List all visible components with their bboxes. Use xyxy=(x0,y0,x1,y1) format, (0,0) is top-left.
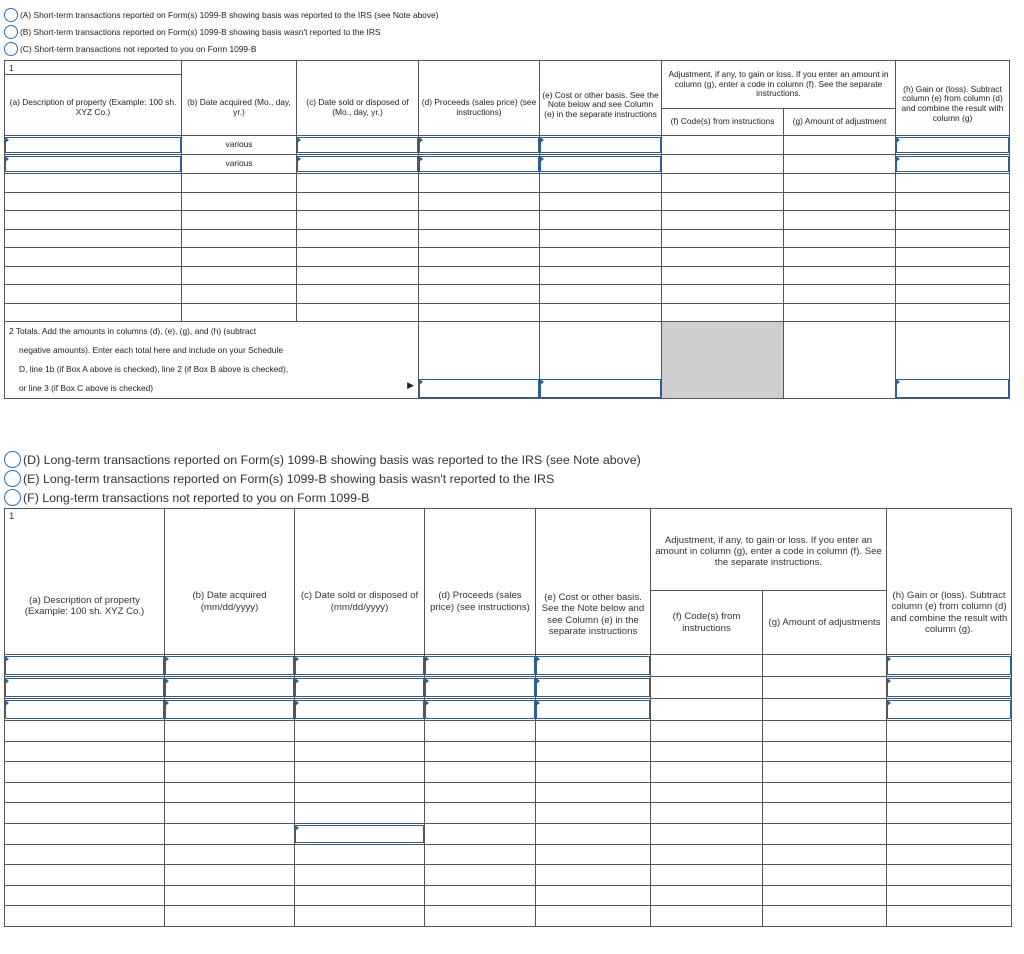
totals-text-4: or line 3 (if Box C above is checked) xyxy=(19,383,154,393)
lt-row3-e-cell[interactable] xyxy=(536,699,651,721)
table-row xyxy=(5,721,1012,742)
total-f-shaded xyxy=(662,322,784,399)
box-f-option[interactable] xyxy=(4,489,369,506)
table-row xyxy=(5,174,1010,193)
table-row xyxy=(5,803,1012,824)
row2-d-input[interactable] xyxy=(419,156,539,172)
box-c-radio[interactable] xyxy=(4,42,18,56)
table-row xyxy=(5,303,1010,322)
lt-row2-h-input[interactable] xyxy=(887,678,1011,697)
table-row xyxy=(5,844,1012,865)
lt-header-b: (b) Date acquired (mm/dd/yyyy) xyxy=(165,509,295,655)
lt-row1-c-cell[interactable] xyxy=(295,655,425,677)
table-row xyxy=(5,248,1010,267)
lt-row2-a-input[interactable] xyxy=(5,678,164,697)
row2-h-cell[interactable] xyxy=(896,155,1010,174)
lt-row1-b-input[interactable] xyxy=(165,656,294,675)
lt-row3-h-input[interactable] xyxy=(887,700,1011,719)
row2-d-cell[interactable] xyxy=(419,155,540,174)
lt-row2-d-input[interactable] xyxy=(425,678,535,697)
lt-row1-e-cell[interactable] xyxy=(536,655,651,677)
lt-row1-a-cell[interactable] xyxy=(5,655,165,677)
lt-row1-d-input[interactable] xyxy=(425,656,535,675)
box-e-radio[interactable] xyxy=(4,470,21,487)
lt-row2-h-cell[interactable] xyxy=(887,677,1012,699)
lt-row1-g-cell xyxy=(763,655,887,677)
table-row xyxy=(5,865,1012,886)
box-d-option[interactable] xyxy=(4,451,641,468)
table-row xyxy=(5,192,1010,211)
lt-row3-a-cell[interactable] xyxy=(5,699,165,721)
lt-header-h: (h) Gain or (loss). Subtract column (e) from column (d) and combine the result with column (g). xyxy=(887,509,1012,655)
box-c-option[interactable] xyxy=(4,42,256,56)
box-a-option[interactable] xyxy=(4,8,438,22)
row1-b-cell: various xyxy=(182,136,297,155)
table-row xyxy=(5,229,1010,248)
total-d-input[interactable] xyxy=(419,379,539,398)
totals-row xyxy=(5,322,1010,399)
lt-header-e: (e) Cost or other basis. See the Note below and see Column (e) in the separate instructions xyxy=(536,509,651,655)
row2-e-cell[interactable] xyxy=(540,155,662,174)
lt-row1-c-input[interactable] xyxy=(295,656,424,675)
box-d-label: (D) Long-term transactions reported on Form(s) 1099-B showing basis was reported to the IRS (see Note above) xyxy=(23,452,641,467)
totals-label xyxy=(5,322,419,399)
table-row xyxy=(5,885,1012,906)
lt-row3-d-cell[interactable] xyxy=(425,699,536,721)
lt-row1-a-input[interactable] xyxy=(5,656,164,675)
row1-g-cell xyxy=(784,136,896,155)
lt-row2-e-cell[interactable] xyxy=(536,677,651,699)
row2-e-input[interactable] xyxy=(540,156,661,172)
table-row xyxy=(5,155,1010,174)
row1-h-input[interactable] xyxy=(896,137,1009,153)
box-b-radio[interactable] xyxy=(4,25,18,39)
box-e-option[interactable] xyxy=(4,470,554,487)
total-e-cell[interactable] xyxy=(540,322,662,399)
lt-row3-d-input[interactable] xyxy=(425,700,535,719)
total-h-input[interactable] xyxy=(896,379,1009,398)
box-e-label: (E) Long-term transactions reported on Form(s) 1099-B showing basis wasn't reported to the IRS xyxy=(23,471,555,486)
table-row xyxy=(5,266,1010,285)
lt-row2-f-cell xyxy=(651,677,763,699)
long-term-table xyxy=(4,508,1012,927)
lt-row2-b-cell[interactable] xyxy=(165,677,295,699)
lt-header-g: (g) Amount of adjustments xyxy=(763,591,887,655)
row1-d-input[interactable] xyxy=(419,137,539,153)
row1-d-cell[interactable] xyxy=(419,136,540,155)
table-row xyxy=(5,699,1012,721)
lt-row1-f-cell xyxy=(651,655,763,677)
lt-row2-e-input[interactable] xyxy=(536,678,650,697)
row1-e-input[interactable] xyxy=(540,137,661,153)
table-row xyxy=(5,782,1012,803)
lt-row1-h-cell[interactable] xyxy=(887,655,1012,677)
box-b-label: (B) Short-term transactions reported on Form(s) 1099-B showing basis wasn't reported to the IRS xyxy=(20,27,381,37)
lt-row2-c-cell[interactable] xyxy=(295,677,425,699)
row1-c-cell[interactable] xyxy=(297,136,419,155)
box-c-label: (C) Short-term transactions not reported to you on Form 1099-B xyxy=(20,44,257,54)
lt-row3-c-input[interactable] xyxy=(295,700,424,719)
lt-row1-e-input[interactable] xyxy=(536,656,650,675)
totals-text-2: negative amounts). Enter each total here and include on your Schedule xyxy=(19,345,283,355)
box-b-option[interactable] xyxy=(4,25,380,39)
box-f-radio[interactable] xyxy=(4,489,21,506)
total-d-cell[interactable] xyxy=(419,322,540,399)
lt-header-f: (f) Code(s) from instructions xyxy=(651,591,763,655)
lt-row2-g-cell xyxy=(763,677,887,699)
box-d-radio[interactable] xyxy=(4,451,21,468)
lt-row2-a-cell[interactable] xyxy=(5,677,165,699)
header-g: (g) Amount of adjustment xyxy=(784,109,896,136)
box-f-label: (F) Long-term transactions not reported to you on Form 1099-B xyxy=(23,490,370,505)
table-row xyxy=(5,136,1010,155)
table-row xyxy=(5,285,1010,304)
row1-f-cell xyxy=(662,136,784,155)
row2-c-input[interactable] xyxy=(297,156,418,172)
row2-a-input[interactable] xyxy=(5,156,181,172)
header-e: (e) Cost or other basis. See the Note below and see Column (e) in the separate instructions xyxy=(540,61,662,136)
lt-row2-d-cell[interactable] xyxy=(425,677,536,699)
lt-row2-b-input[interactable] xyxy=(165,678,294,697)
row1-a-cell[interactable] xyxy=(5,136,182,155)
total-e-input[interactable] xyxy=(540,379,661,398)
lt-row2-c-input[interactable] xyxy=(295,678,424,697)
lt-header-d: (d) Proceeds (sales price) (see instructions) xyxy=(425,509,536,655)
lt-header-adjustment: Adjustment, if any, to gain or loss. If you enter an amount in column (g), enter a code in column (f). See the separate instructions. xyxy=(651,509,887,591)
table-row xyxy=(5,211,1010,230)
row1-e-cell[interactable] xyxy=(540,136,662,155)
totals-text-1: 2 Totals. Add the amounts in columns (d), (e), (g), and (h) (subtract xyxy=(9,326,257,336)
line-1-number-lt: 1 xyxy=(5,509,165,591)
row2-a-cell[interactable] xyxy=(5,155,182,174)
lt-row3-a-input[interactable] xyxy=(5,700,164,719)
table-row xyxy=(5,655,1012,677)
line-1-number: 1 xyxy=(5,61,182,75)
lt-row3-e-input[interactable] xyxy=(536,700,650,719)
box-a-label: (A) Short-term transactions reported on Form(s) 1099-B showing basis was reported to the IRS (see Note above) xyxy=(20,10,439,20)
table-row xyxy=(5,677,1012,699)
lt-row3-b-input[interactable] xyxy=(165,700,294,719)
table-row xyxy=(5,741,1012,762)
table-row xyxy=(5,823,1012,844)
short-term-table xyxy=(4,60,1010,399)
lt-row3-g-cell xyxy=(763,699,887,721)
lt-row3-f-cell xyxy=(651,699,763,721)
row2-g-cell xyxy=(784,155,896,174)
total-h-cell[interactable] xyxy=(896,322,1010,399)
lt-row1-h-input[interactable] xyxy=(887,656,1011,675)
lt-header-a: (a) Description of property (Example: 100 sh. XYZ Co.) xyxy=(5,591,165,655)
lt-extra-c-cell[interactable] xyxy=(295,823,425,844)
row1-c-input[interactable] xyxy=(297,137,418,153)
header-b: (b) Date acquired (Mo., day, yr.) xyxy=(182,61,297,136)
row2-f-cell xyxy=(662,155,784,174)
box-a-radio[interactable] xyxy=(4,8,18,22)
table-row xyxy=(5,906,1012,927)
lt-row3-c-cell[interactable] xyxy=(295,699,425,721)
lt-extra-c-input[interactable] xyxy=(295,825,424,843)
lt-row3-b-cell[interactable] xyxy=(165,699,295,721)
arrow-icon: ▶ xyxy=(407,380,414,390)
row1-h-cell[interactable] xyxy=(896,136,1010,155)
header-f: (f) Code(s) from instructions xyxy=(662,109,784,136)
row2-h-input[interactable] xyxy=(896,156,1009,172)
header-a: (a) Description of property (Example: 100 sh. XYZ Co.) xyxy=(5,75,182,136)
header-adjustment: Adjustment, if any, to gain or loss. If you enter an amount in column (g), enter a code in column (f). See the separate instructions. xyxy=(662,61,896,109)
lt-row1-d-cell[interactable] xyxy=(425,655,536,677)
header-h: (h) Gain or (loss). Subtract column (e) from column (d) and combine the result with column (g) xyxy=(896,61,1010,136)
table-row xyxy=(5,762,1012,783)
header-d: (d) Proceeds (sales price) (see instructions) xyxy=(419,61,540,136)
total-g-cell xyxy=(784,322,896,399)
row1-a-input[interactable] xyxy=(5,137,181,153)
lt-row3-h-cell[interactable] xyxy=(887,699,1012,721)
header-c: (c) Date sold or disposed of (Mo., day, yr.) xyxy=(297,61,419,136)
row2-b-cell: various xyxy=(182,155,297,174)
lt-header-c: (c) Date sold or disposed of (mm/dd/yyyy) xyxy=(295,509,425,655)
totals-text-3: D, line 1b (if Box A above is checked), line 2 (if Box B above is checked), xyxy=(19,364,289,374)
row2-c-cell[interactable] xyxy=(297,155,419,174)
lt-row1-b-cell[interactable] xyxy=(165,655,295,677)
